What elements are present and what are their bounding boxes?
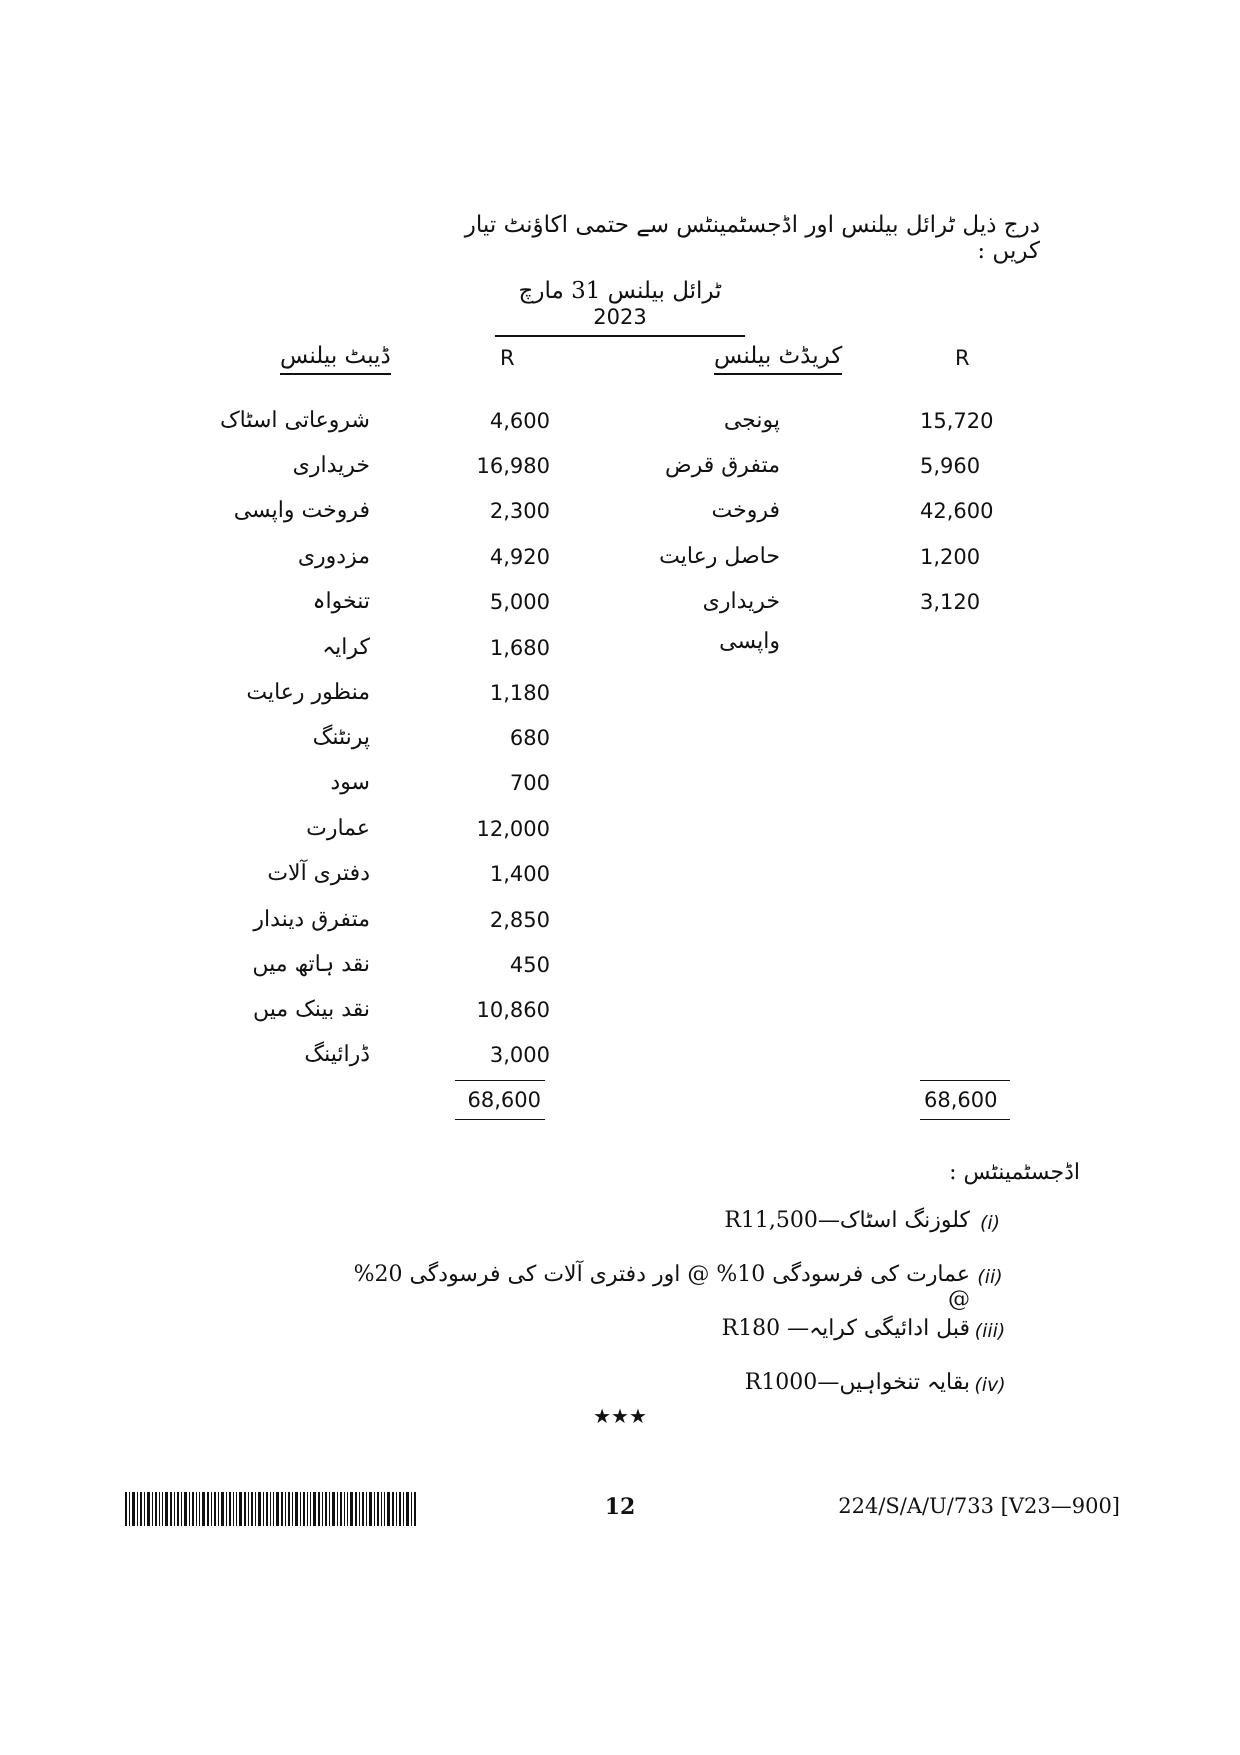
debit-row-amount: 12,000: [476, 817, 550, 841]
debit-row-name: مزدوری: [297, 544, 370, 569]
trial-balance-year: 2023: [593, 305, 647, 329]
debit-row-name: نقد بینک میں: [252, 997, 370, 1022]
debit-row-name: فروخت واپسی: [233, 498, 370, 523]
credit-row-name: پونجی: [723, 408, 780, 433]
trial-balance-title-text: ٹرائل بیلنس 31 مارچ: [518, 278, 722, 304]
debit-row-name: تنخواہ: [312, 589, 370, 614]
debit-row-name: خریداری: [292, 453, 370, 478]
debit-total: 68,600: [455, 1080, 545, 1120]
debit-row-amount: 700: [509, 771, 550, 795]
credit-row-amount: 15,720: [920, 409, 994, 433]
debit-row-amount: 1,400: [489, 862, 550, 886]
adjustment-item-number: (iv): [974, 1374, 1006, 1396]
trial-balance-title: [495, 278, 745, 337]
credit-row-name: متفرق قرض: [664, 453, 780, 478]
credit-row-amount: 42,600: [920, 499, 994, 523]
adjustment-item-text: قبل ادائیگی کرایہ— R180: [721, 1316, 970, 1341]
debit-row-name: شروعاتی اسٹاک: [219, 408, 370, 433]
debit-row-name: پرنٹنگ: [312, 725, 370, 750]
debit-row-name: نقد ہاتھ میں: [252, 952, 370, 977]
debit-row-amount: 1,680: [489, 636, 550, 660]
debit-row-name: عمارت: [306, 816, 370, 841]
credit-currency-header: R: [955, 346, 970, 370]
credit-total: 68,600: [920, 1080, 1010, 1120]
debit-row-name: کرایہ: [322, 635, 370, 660]
debit-currency-header: R: [500, 346, 515, 370]
adjustment-item-text: کلوزنگ اسٹاک—R11,500: [724, 1208, 970, 1233]
debit-row-amount: 2,300: [489, 499, 550, 523]
credit-row-name: فروخت: [711, 498, 780, 523]
debit-row-amount: 1,180: [489, 681, 550, 705]
barcode: [125, 1492, 417, 1526]
debit-row-name: ڈرائینگ: [304, 1042, 370, 1067]
barcode-graphic: [125, 1492, 417, 1526]
debit-row-name: متفرق دیندار: [253, 907, 370, 932]
debit-row-amount: 2,850: [489, 908, 550, 932]
debit-row-amount: 4,920: [489, 545, 550, 569]
adjustment-item-number: (iii): [974, 1320, 1006, 1342]
credit-row-name: حاصل رعایت: [659, 544, 780, 569]
adjustment-item-text: بقایہ تنخواہیں—R1000: [744, 1370, 970, 1395]
instruction-text: درج ذیل ٹرائل بیلنس اور اڈجسٹمینٹس سے حتمی اکاؤنٹ تیار کریں :: [464, 212, 1040, 264]
debit-row-amount: 450: [509, 953, 550, 977]
debit-row-name: دفتری آلات: [267, 861, 370, 886]
debit-row-amount: 680: [509, 726, 550, 750]
end-stars: ★★★: [593, 1404, 647, 1428]
adjustment-item-number: (i): [979, 1212, 1001, 1234]
debit-row-name: منظور رعایت: [246, 680, 370, 705]
debit-row-amount: 4,600: [489, 409, 550, 433]
debit-row-amount: 10,860: [476, 998, 550, 1022]
adjustments-header: اڈجسٹمینٹس :: [949, 1160, 1080, 1185]
debit-row-amount: 5,000: [489, 590, 550, 614]
credit-row-name: خریداری واپسی: [702, 589, 780, 654]
debit-row-amount: 3,000: [489, 1043, 550, 1067]
debit-balance-header: ڈیبٹ بیلنس: [280, 343, 391, 375]
adjustment-item-number: (ii): [977, 1266, 1003, 1288]
paper-code: 224/S/A/U/733 [V23—900]: [838, 1494, 1120, 1518]
debit-row-amount: 16,980: [476, 454, 550, 478]
page-number: 12: [604, 1494, 636, 1520]
adjustment-item-text: عمارت کی فرسودگی 10% @ اور دفتری آلات کی فرسودگی 20% @: [353, 1262, 970, 1312]
debit-row-name: سود: [330, 770, 370, 795]
credit-row-amount: 1,200: [920, 545, 981, 569]
credit-row-amount: 5,960: [920, 454, 981, 478]
credit-row-amount: 3,120: [920, 590, 981, 614]
credit-balance-header: کریڈٹ بیلنس: [714, 343, 842, 375]
